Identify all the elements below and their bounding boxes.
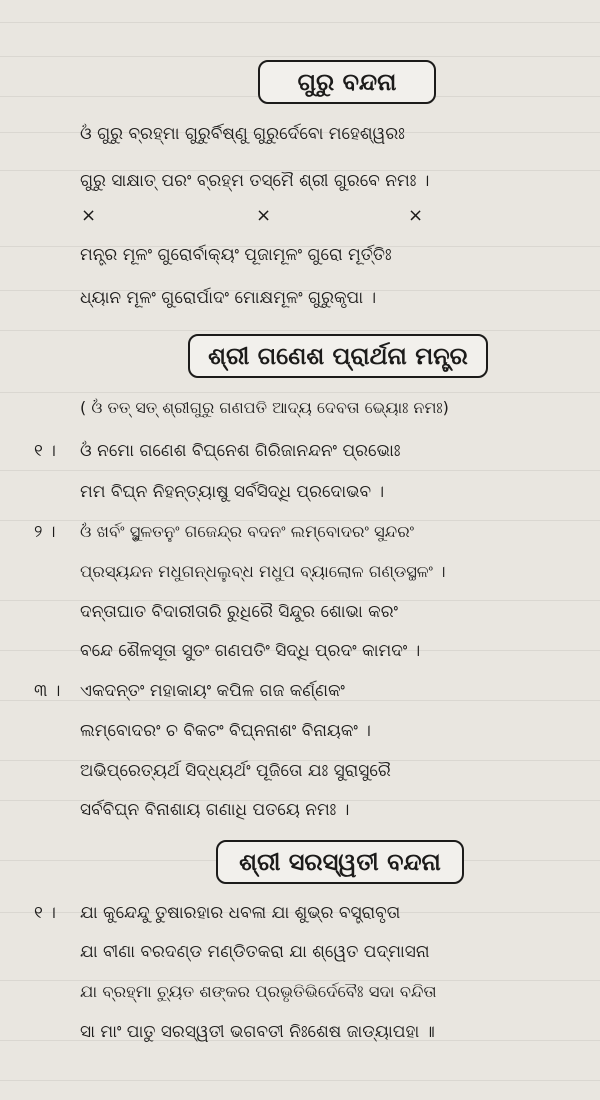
section-title-ganesha-prarthana: ଶ୍ରୀ ଗଣେଶ ପ୍ରାର୍ଥନା ମନ୍ତ୍ର	[188, 334, 488, 378]
section-title-saraswati-vandana: ଶ୍ରୀ ସରସ୍ୱତୀ ବନ୍ଦନା	[216, 840, 464, 884]
verse-number: ୧ ।	[34, 903, 56, 923]
saraswati-verse-line: ଯା କୁନ୍ଦେନ୍ଦୁ ତୁଷାରହାର ଧବଳା ଯା ଶୁଭ୍ର ବସ୍ତ୍ରାବୃତା	[80, 903, 401, 923]
guru-verse-line: ଗୁରୁ ସାକ୍ଷାତ୍ ପରଂ ବ୍ରହ୍ମ ତସ୍ମୈ ଶ୍ରୀ ଗୁରବେ ନମଃ ।	[80, 171, 430, 191]
ganesha-verse-line: ଦନ୍ତାଘାତ ବିଦାରୀତାରି ରୁଧିରୈ ସିନ୍ଦୁର ଶୋଭା କରଂ	[80, 602, 398, 622]
saraswati-verse-line: ଯା ବୀଣା ବରଦଣ୍ଡ ମଣ୍ଡିତକରା ଯା ଶ୍ୱେତ ପଦ୍ମାସନା	[80, 942, 430, 962]
ganesha-invocation: ( ଓଁ ତତ୍ ସତ୍ ଶ୍ରୀଗୁରୁ ଗଣପତି ଆଦ୍ୟ ଦେବତା ଭ୍ୟୋଃ ନମଃ)	[80, 398, 449, 417]
ganesha-verse-line: ଓଁ ଖର୍ବଂ ସ୍ଥୁଳତନୁଂ ଗଜେନ୍ଦ୍ର ବଦନଂ ଲମ୍ବୋଦରଂ ସୁନ୍ଦରଂ	[80, 522, 414, 541]
separator-mark: ×	[81, 205, 97, 226]
saraswati-verse-line: ସା ମାଂ ପାତୁ ସରସ୍ୱତୀ ଭଗବତୀ ନିଃଶେଷ ଜାଡ୍ୟାପହା ॥	[80, 1022, 435, 1042]
section-title-guru-vandana: ଗୁରୁ ବନ୍ଦନା	[258, 60, 436, 104]
ganesha-verse-line: ଅଭିପ୍ରେତ୍ୟର୍ଥ ସିଦ୍ଧ୍ୟର୍ଥଂ ପୂଜିତୋ ଯଃ ସୁରାସୁରୈ	[80, 761, 391, 781]
separator-mark: ×	[256, 205, 272, 226]
ganesha-verse-line: ବନ୍ଦେ ଶୈଳସୂତା ସୁତଂ ଗଣପତିଂ ସିଦ୍ଧି ପ୍ରଦଂ କାମଦଂ ।	[80, 641, 421, 661]
guru-verse-line: ଧ୍ୟାନ ମୂଳଂ ଗୁରୋର୍ପାଦଂ ମୋକ୍ଷମୂଳଂ ଗୁରୁକୃପା ।	[80, 288, 377, 308]
verse-number: ୧ ।	[34, 441, 56, 461]
guru-verse-line: ଓଁ ଗୁରୁ ବ୍ରହ୍ମା ଗୁରୁର୍ବିଷ୍ଣୁ ଗୁରୁର୍ଦେବୋ ମହେଶ୍ୱରଃ	[80, 124, 405, 144]
saraswati-verse-line: ଯା ବ୍ରହ୍ମା ଚ୍ୟୁତ ଶଙ୍କର ପ୍ରଭୃତିଭିର୍ଦେବୈଃ ସଦା ବନ୍ଦିତା	[80, 982, 437, 1001]
ganesha-verse-line: ସର୍ବବିଘ୍ନ ବିନାଶାୟ ଗଣାଧି ପତୟେ ନମଃ ।	[80, 800, 350, 820]
ganesha-verse-line: ପ୍ରସ୍ୟନ୍ଦନ ମଧୁଗନ୍ଧଲୁବ୍ଧ ମଧୁପ ବ୍ୟାଲୋଳ ଗଣ୍ଡସ୍ଥଳଂ ।	[80, 562, 446, 581]
guru-verse-line: ମନ୍ତ୍ର ମୂଳଂ ଗୁରୋର୍ବାକ୍ୟଂ ପୂଜାମୂଳଂ ଗୁରୋ ମୂର୍ତ୍ତିଃ	[80, 245, 392, 265]
ganesha-verse-line: ଏକଦନ୍ତଂ ମହାକାୟଂ କପିଳ ଗଜ କର୍ଣ୍ଣକଂ	[80, 681, 345, 701]
ganesha-verse-line: ଓଁ ନମୋ ଗଣେଶ ବିଘ୍ନେଶ ଗିରିଜାନନ୍ଦନଂ ପ୍ରଭୋଃ	[80, 441, 401, 461]
ganesha-verse-line: ଲମ୍ବୋଦରଂ ଚ ବିକଟଂ ବିଘ୍ନନାଶଂ ବିନାୟକଂ ।	[80, 721, 371, 741]
verse-number: ୩ ।	[34, 681, 61, 701]
verse-number: ୨ ।	[34, 522, 56, 542]
separator-mark: ×	[408, 205, 424, 226]
ganesha-verse-line: ମମ ବିଘ୍ନ ନିହନ୍ତ୍ୟାଷୁ ସର୍ବସିଦ୍ଧି ପ୍ରଦୋଭବ ।	[80, 482, 385, 502]
